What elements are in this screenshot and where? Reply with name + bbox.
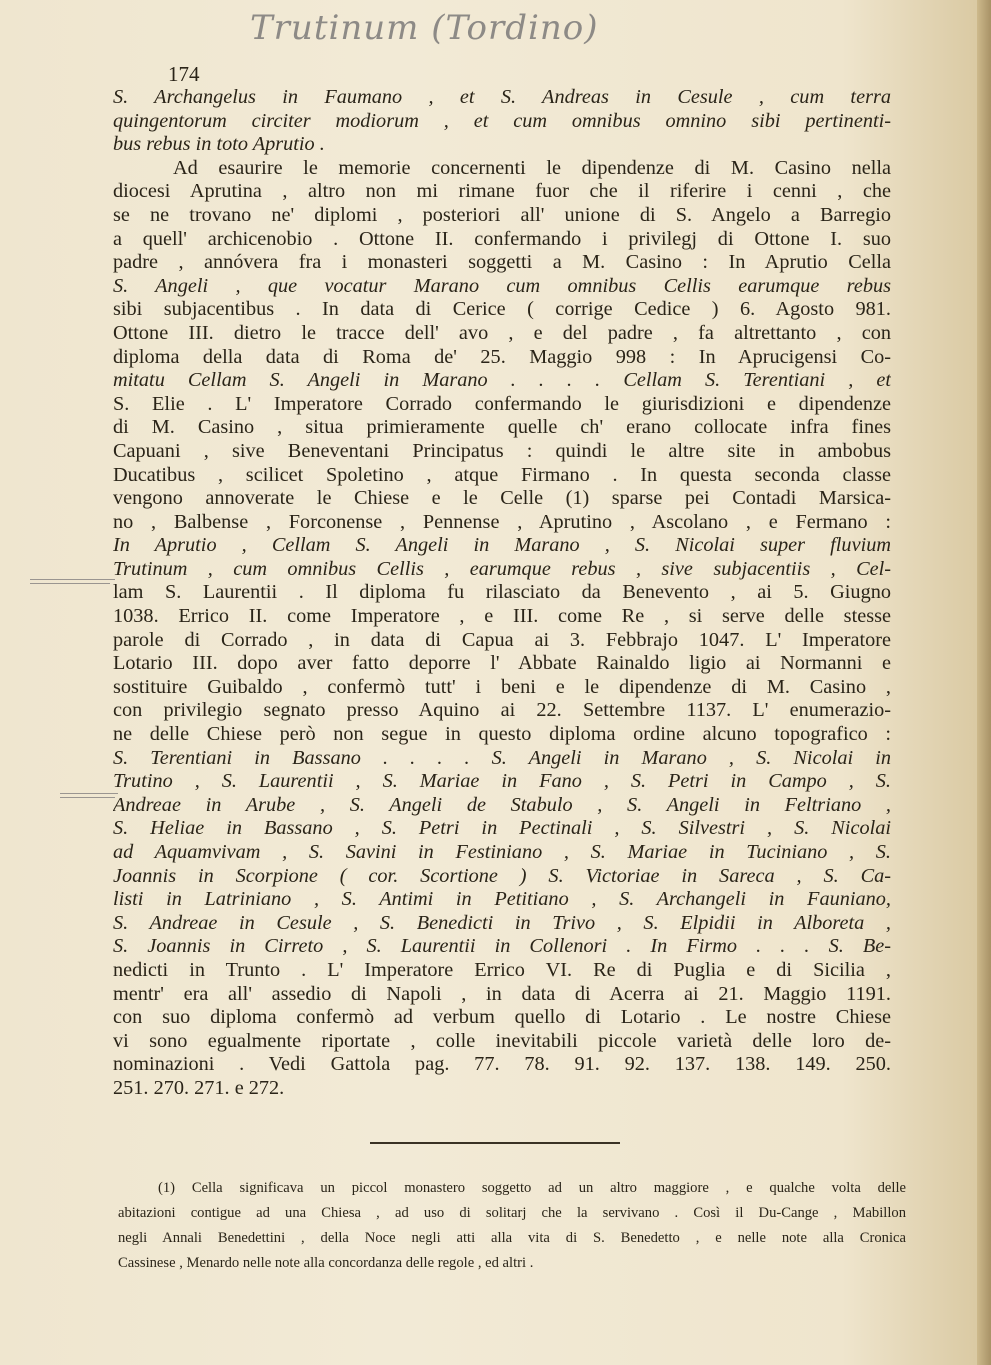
text-line: no , Balbense , Forconense , Pennense , Aprutino , Ascolano , e Fermano : bbox=[113, 510, 891, 533]
text-line: nominazioni . Vedi Gattola pag. 77. 78. 91. 92. 137. 138. 149. 250. bbox=[113, 1053, 891, 1076]
text-line: sostituire Guibaldo , confermò tutt' i beni e le dipendenze di M. Casino , bbox=[113, 675, 891, 698]
text-line: di M. Casino , situa primieramente quelle ch' erano collocate infra fines bbox=[113, 416, 891, 439]
text-line: Joannis in Scorpione ( cor. Scortione ) S. Victoriae in Sareca , S. Ca- bbox=[113, 864, 891, 887]
text-line: In Aprutio , Cellam S. Angeli in Marano , S. Nicolai super fluvium bbox=[113, 534, 891, 557]
footnote-line: (1) Cella significava un piccol monastero soggetto ad un altro maggiore , e qualche volta delle bbox=[158, 1180, 906, 1196]
text-line: S. Elie . L' Imperatore Corrado confermando le giurisdizioni e dipendenze bbox=[113, 392, 891, 415]
text-line: con privilegio segnato presso Aquino ai 22. Settembre 1137. L' enumerazio- bbox=[113, 699, 891, 722]
text-line: S. Archangelus in Faumano , et S. Andreas in Cesule , cum terra bbox=[113, 86, 891, 108]
text-line: bus rebus in toto Aprutio . bbox=[113, 133, 325, 156]
text-line: parole di Corrado , in data di Capua ai 3. Febbrajo 1047. L' Imperatore bbox=[113, 628, 891, 651]
text-line: S. Heliae in Bassano , S. Petri in Pectinali , S. Silvestri , S. Nicolai bbox=[113, 817, 891, 840]
text-line: listi in Latriniano , S. Antimi in Petitiano , S. Archangeli in Fauniano, bbox=[113, 888, 891, 911]
text-line: diploma della data di Roma de' 25. Maggio 998 : In Aprucigensi Co- bbox=[113, 345, 891, 368]
text-line: S. Joannis in Cirreto , S. Laurentii in Collenori . In Firmo . . . S. Be- bbox=[113, 935, 891, 958]
text-line: con suo diploma confermò ad verbum quello di Lotario . Le nostre Chiese bbox=[113, 1006, 891, 1029]
text-line: padre , annóvera fra i monasteri soggetti a M. Casino : In Aprutio Cella bbox=[113, 251, 891, 274]
margin-pencil-mark bbox=[30, 579, 115, 580]
page-number: 174 bbox=[168, 62, 200, 86]
text-line: Trutino , S. Laurentii , S. Mariae in Fano , S. Petri in Campo , S. bbox=[113, 770, 891, 793]
text-line: Capuani , sive Beneventani Principatus : quindi le altre site in ambobus bbox=[113, 439, 891, 462]
text-line: ad Aquamvivam , S. Savini in Festiniano , S. Mariae in Tuciniano , S. bbox=[113, 841, 891, 863]
main-text bbox=[113, 86, 891, 1101]
text-line: ne delle Chiese però non segue in questo diploma ordine alcuno topografico : bbox=[113, 723, 891, 746]
handwritten-annotation: Trutinum (Tordino) bbox=[250, 8, 599, 48]
text-line: 1038. Errico II. come Imperatore , e III. come Re , si serve delle stesse bbox=[113, 605, 891, 628]
text-line: vi sono egualmente riportate , colle inevitabili piccole varietà delle loro de- bbox=[113, 1029, 891, 1052]
text-line: Ad esaurire le memorie concernenti le dipendenze di M. Casino nella bbox=[173, 156, 891, 179]
margin-pencil-mark bbox=[60, 793, 118, 794]
footnote-line: negli Annali Benedettini , della Noce negli atti alla vita di S. Benedetto , e nelle note alla Cronica bbox=[118, 1230, 906, 1246]
text-line: S. Andreae in Cesule , S. Benedicti in Trivo , S. Elpidii in Alboreta , bbox=[113, 911, 891, 934]
text-line: Trutinum , cum omnibus Cellis , earumque rebus , sive subjacentiis , Cel- bbox=[113, 557, 891, 580]
text-line: mentr' era all' assedio di Napoli , in data di Acerra ai 21. Maggio 1191. bbox=[113, 982, 891, 1005]
text-line: S. Terentiani in Bassano . . . . S. Angeli in Marano , S. Nicolai in bbox=[113, 746, 891, 769]
text-line: 251. 270. 271. e 272. bbox=[113, 1076, 285, 1099]
text-line: diocesi Aprutina , altro non mi rimane fuor che il riferire i cenni , che bbox=[113, 180, 891, 203]
text-line: quingentorum circiter modiorum , et cum omnibus omnino sibi pertinenti- bbox=[113, 109, 891, 132]
footnote-line: abitazioni contigue ad una Chiesa , ad uso di solitarj che la servivano . Così il Du-Cange , Mabillon bbox=[118, 1205, 906, 1221]
text-line: sibi subjacentibus . In data di Cerice ( corrige Cedice ) 6. Agosto 981. bbox=[113, 298, 891, 321]
footnote-line: Cassinese , Menardo nelle note alla concordanza delle regole , ed altri . bbox=[118, 1255, 534, 1271]
text-line: S. Angeli , que vocatur Marano cum omnibus Cellis earumque rebus bbox=[113, 274, 891, 297]
text-line: nedicti in Trunto . L' Imperatore Errico VI. Re di Puglia e di Sicilia , bbox=[113, 958, 891, 981]
margin-pencil-mark bbox=[60, 797, 115, 798]
text-line: Lotario III. dopo aver fatto deporre l' Abbate Rainaldo ligio ai Normanni e bbox=[113, 652, 891, 675]
text-line: a quell' archicenobio . Ottone II. confermando i privilegj di Ottone I. suo bbox=[113, 227, 891, 250]
text-line: se ne trovano ne' diplomi , posteriori all' unione di S. Angelo a Barregio bbox=[113, 203, 891, 226]
text-line: mitatu Cellam S. Angeli in Marano . . . . Cellam S. Terentiani , et bbox=[113, 369, 891, 392]
margin-pencil-mark bbox=[30, 583, 110, 584]
text-line: vengono annoverate le Chiese e le Celle (1) sparse pei Contadi Marsica- bbox=[113, 487, 891, 510]
text-line: lam S. Laurentii . Il diploma fu rilasciato da Benevento , ai 5. Giugno bbox=[113, 581, 891, 604]
footnote bbox=[118, 1176, 906, 1276]
text-line: Andreae in Arube , S. Angeli de Stabulo , S. Angeli in Feltriano , bbox=[113, 793, 891, 816]
footnote-separator bbox=[370, 1142, 620, 1144]
text-line: Ducatibus , scilicet Spoletino , atque Firmano . In questa seconda classe bbox=[113, 463, 891, 486]
text-line: Ottone III. dietro le tracce dell' avo , e del padre , fa altrettanto , con bbox=[113, 321, 891, 344]
page-binding-shadow bbox=[977, 0, 991, 1365]
